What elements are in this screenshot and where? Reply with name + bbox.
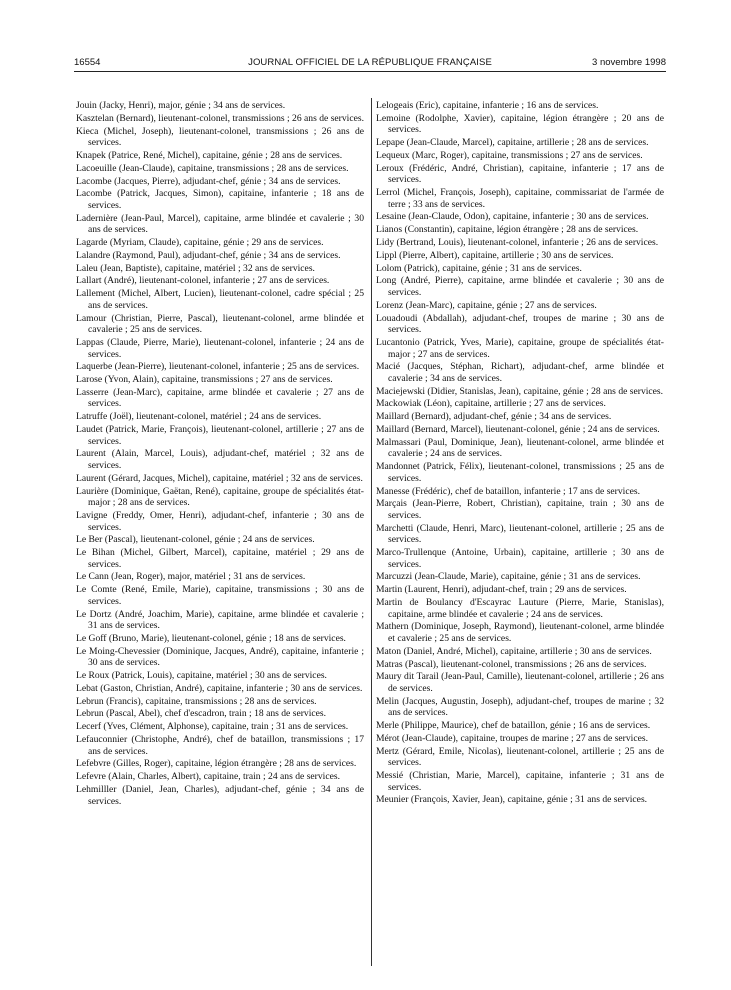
list-item: Maciejewski (Didier, Stanislas, Jean), capitaine, génie ; 28 ans de services. xyxy=(376,385,664,397)
list-item: Lacombe (Patrick, Jacques, Simon), capitaine, infanterie ; 18 ans de services. xyxy=(76,188,364,211)
list-item: Le Roux (Patrick, Louis), capitaine, matériel ; 30 ans de services. xyxy=(76,670,327,682)
list-item: Laleu (Jean, Baptiste), capitaine, matériel ; 32 ans de services. xyxy=(76,262,315,274)
list-item: Latruffe (Joël), lieutenant-colonel, matériel ; 24 ans de services. xyxy=(76,411,322,423)
list-item: Le Ber (Pascal), lieutenant-colonel, génie ; 24 ans de services. xyxy=(76,534,315,546)
list-item: Lucantonio (Patrick, Yves, Marie), capitaine, groupe de spécialités état-major ; 27 ans de services. xyxy=(376,336,664,360)
page-number: 16554 xyxy=(74,57,101,68)
list-item: Lemoine (Rodolphe, Xavier), capitaine, légion étrangère ; 20 ans de services. xyxy=(376,112,664,136)
list-item: Manesse (Frédéric), chef de bataillon, infanterie ; 17 ans de services. xyxy=(376,485,640,497)
list-item: Ladernière (Jean-Paul, Marcel), capitaine, arme blindée et cavalerie ; 30 ans de services. xyxy=(76,212,364,236)
journal-title: JOURNAL OFFICIEL DE LA RÉPUBLIQUE FRANÇAISE xyxy=(248,57,492,68)
list-item: Lepape (Jean-Claude, Marcel), capitaine, artillerie ; 28 ans de services. xyxy=(376,137,649,149)
column-divider xyxy=(371,98,372,966)
list-item: Mandonnet (Patrick, Félix), lieutenant-colonel, transmissions ; 25 ans de services. xyxy=(376,461,664,484)
list-item: Laurent (Alain, Marcel, Louis), adjudant-chef, matériel ; 32 ans de services. xyxy=(76,448,364,471)
left-column xyxy=(76,100,364,808)
list-item: Le Moing-Chevessier (Dominique, Jacques, André), capitaine, infanterie ; 30 ans de services. xyxy=(76,645,364,669)
list-item: Lolom (Patrick), capitaine, génie ; 31 ans de services. xyxy=(376,262,582,274)
list-item: Mathern (Dominique, Joseph, Raymond), lieutenant-colonel, arme blindée et cavalerie ; 25 ans de services. xyxy=(376,621,664,644)
list-item: Meunier (François, Xavier, Jean), capitaine, génie ; 31 ans de services. xyxy=(376,794,648,806)
list-item: Lavigne (Freddy, Omer, Henri), adjudant-chef, infanterie ; 30 ans de services. xyxy=(76,509,364,533)
page-header xyxy=(74,57,666,71)
list-item: Lelogeais (Eric), capitaine, infanterie ; 16 ans de services. xyxy=(376,100,599,111)
list-item: Maillard (Bernard, Marcel), lieutenant-colonel, génie ; 24 ans de services. xyxy=(376,424,660,435)
list-item: Lasserre (Jean-Marc), capitaine, arme blindée et cavalerie ; 27 ans de services. xyxy=(76,386,364,410)
list-item: Long (André, Pierre), capitaine, arme blindée et cavalerie ; 30 ans de services. xyxy=(376,275,664,298)
list-item: Lamour (Christian, Pierre, Pascal), lieutenant-colonel, arme blindée et cavalerie ; 25 ans de services. xyxy=(76,312,364,336)
list-item: Marco-Trullenque (Antoine, Urbain), capitaine, artillerie ; 30 ans de services. xyxy=(376,547,664,570)
list-item: Lorenz (Jean-Marc), capitaine, génie ; 27 ans de services. xyxy=(376,299,597,311)
list-item: Lesaine (Jean-Claude, Odon), capitaine, infanterie ; 30 ans de services. xyxy=(376,211,649,223)
list-item: Lappas (Claude, Pierre, Marie), lieutenant-colonel, infanterie ; 24 ans de services. xyxy=(76,336,364,360)
issue-date: 3 novembre 1998 xyxy=(592,57,666,68)
list-item: Matras (Pascal), lieutenant-colonel, transmissions ; 26 ans de services. xyxy=(376,658,647,670)
list-item: Kieca (Michel, Joseph), lieutenant-colonel, transmissions ; 26 ans de services. xyxy=(76,125,364,149)
list-item: Malmassari (Paul, Dominique, Jean), lieutenant-colonel, arme blindée et cavalerie ; 24 ans de services. xyxy=(376,436,664,460)
list-item: Martin de Boulancy d'Escayrac Lauture (Pierre, Marie, Stanislas), capitaine, arme blindée et cavalerie ; 24 ans de services. xyxy=(376,597,664,620)
list-item: Marchetti (Claude, Henri, Marc), lieutenant-colonel, artillerie ; 25 ans de services. xyxy=(376,522,664,546)
list-item: Lagarde (Myriam, Claude), capitaine, génie ; 29 ans de services. xyxy=(76,237,324,249)
list-item: Lippl (Pierre, Albert), capitaine, artillerie ; 30 ans de services. xyxy=(376,249,614,261)
list-item: Lefevre (Alain, Charles, Albert), capitaine, train ; 24 ans de services. xyxy=(76,771,340,783)
list-item: Lefebvre (Gilles, Roger), capitaine, légion étrangère ; 28 ans de services. xyxy=(76,758,357,770)
list-item: Knapek (Patrice, René, Michel), capitaine, génie ; 28 ans de services. xyxy=(76,149,343,161)
list-item: Le Dortz (André, Joachim, Marie), capitaine, arme blindée et cavalerie ; 31 ans de services. xyxy=(76,608,364,632)
list-item: Laurent (Gérard, Jacques, Michel), capitaine, matériel ; 32 ans de services. xyxy=(76,472,363,484)
list-item: Lacombe (Jacques, Pierre), adjudant-chef, génie ; 34 ans de services. xyxy=(76,175,341,187)
list-item: Macié (Jacques, Stéphan, Richart), adjudant-chef, arme blindée et cavalerie ; 34 ans de services. xyxy=(376,361,664,384)
list-item: Laudet (Patrick, Marie, François), lieutenant-colonel, artillerie ; 27 ans de services. xyxy=(76,424,364,447)
list-item: Lerrol (Michel, François, Joseph), capitaine, commissariat de l'armée de terre ; 33 ans de services. xyxy=(376,187,664,210)
list-item: Kasztelan (Bernard), lieutenant-colonel, transmissions ; 26 ans de services. xyxy=(76,112,364,124)
list-item: Maton (Daniel, André, Michel), capitaine, artillerie ; 30 ans de services. xyxy=(376,645,652,657)
list-item: Laquerbe (Jean-Pierre), lieutenant-colonel, infanterie ; 25 ans de services. xyxy=(76,361,360,373)
list-item: Martin (Laurent, Henri), adjudant-chef, train ; 29 ans de services. xyxy=(376,584,627,596)
list-item: Lidy (Bertrand, Louis), lieutenant-colonel, infanterie ; 26 ans de services. xyxy=(376,237,659,249)
list-item: Le Bihan (Michel, Gilbert, Marcel), capitaine, matériel ; 29 ans de services. xyxy=(76,547,364,570)
list-item: Lalandre (Raymond, Paul), adjudant-chef, génie ; 34 ans de services. xyxy=(76,249,341,261)
list-item: Leroux (Frédéric, André, Christian), capitaine, infanterie ; 17 ans de services. xyxy=(376,162,664,186)
list-item: Lallart (André), lieutenant-colonel, infanterie ; 27 ans de services. xyxy=(76,275,330,287)
list-item: Lacoeuille (Jean-Claude), capitaine, transmissions ; 28 ans de services. xyxy=(76,162,349,174)
list-item: Mackowiak (Léon), capitaine, artillerie ; 27 ans de services. xyxy=(376,398,606,410)
list-item: Marcuzzi (Jean-Claude, Marie), capitaine, génie ; 31 ans de services. xyxy=(376,571,641,583)
list-item: Larose (Yvon, Alain), capitaine, transmissions ; 27 ans de services. xyxy=(76,374,333,386)
list-item: Le Comte (René, Emile, Marie), capitaine, transmissions ; 30 ans de services. xyxy=(76,584,364,607)
list-item: Mertz (Gérard, Emile, Nicolas), lieutenant-colonel, artillerie ; 25 ans de services. xyxy=(376,745,664,769)
list-item: Lebat (Gaston, Christian, André), capitaine, infanterie ; 30 ans de services. xyxy=(76,682,363,694)
list-item: Lianos (Constantin), capitaine, légion étrangère ; 28 ans de services. xyxy=(376,224,639,236)
list-item: Marçais (Jean-Pierre, Robert, Christian), capitaine, train ; 30 ans de services. xyxy=(376,498,664,521)
list-item: Le Cann (Jean, Roger), major, matériel ; 31 ans de services. xyxy=(76,571,306,583)
list-item: Lallement (Michel, Albert, Lucien), lieutenant-colonel, cadre spécial ; 25 ans de services. xyxy=(76,288,364,311)
list-item: Maury dit Tarail (Jean-Paul, Camille), lieutenant-colonel, artillerie ; 26 ans de services. xyxy=(376,671,664,694)
list-item: Jouin (Jacky, Henri), major, génie ; 34 ans de services. xyxy=(76,100,286,111)
list-item: Mérot (Jean-Claude), capitaine, troupes de marine ; 27 ans de services. xyxy=(376,732,648,744)
list-item: Merle (Philippe, Maurice), chef de bataillon, génie ; 16 ans de services. xyxy=(376,720,651,732)
list-item: Le Goff (Bruno, Marie), lieutenant-colonel, génie ; 18 ans de services. xyxy=(76,632,346,644)
list-item: Messié (Christian, Marie, Marcel), capitaine, infanterie ; 31 ans de services. xyxy=(376,770,664,793)
list-item: Lebrun (Pascal, Abel), chef d'escadron, train ; 18 ans de services. xyxy=(76,708,327,720)
list-item: Laurière (Dominique, Gaëtan, René), capitaine, groupe de spécialités état-major ; 28 ans de services. xyxy=(76,485,364,509)
list-item: Lebrun (Francis), capitaine, transmissions ; 28 ans de services. xyxy=(76,695,317,707)
list-item: Lefauconnier (Christophe, André), chef de bataillon, transmissions ; 17 ans de services. xyxy=(76,734,364,757)
list-item: Lehmilller (Daniel, Jean, Charles), adjudant-chef, génie ; 34 ans de services. xyxy=(76,783,364,807)
list-item: Melin (Jacques, Augustin, Joseph), adjudant-chef, troupes de marine ; 32 ans de services. xyxy=(376,695,664,719)
list-item: Lequeux (Marc, Roger), capitaine, transmissions ; 27 ans de services. xyxy=(376,149,643,161)
list-item: Louadoudi (Abdallah), adjudant-chef, troupes de marine ; 30 ans de services. xyxy=(376,312,664,336)
header-rule xyxy=(74,71,666,72)
list-item: Lecerf (Yves, Clément, Alphonse), capitaine, train ; 31 ans de services. xyxy=(76,721,349,733)
list-item: Maillard (Bernard), adjudant-chef, génie ; 34 ans de services. xyxy=(376,411,612,423)
right-column xyxy=(376,100,664,807)
